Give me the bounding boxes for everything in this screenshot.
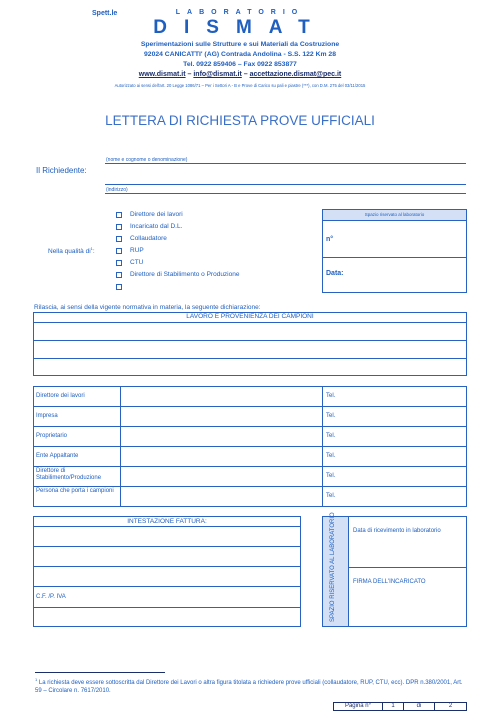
separator: –	[241, 71, 250, 78]
lab-address: 92024 CANICATTI' (AG) Contrada Andolina - S.S. 122 Km 28	[144, 51, 336, 58]
footnote-number: 1	[35, 677, 38, 682]
role-option-rup: RUP	[130, 247, 144, 254]
contacts-row-line	[33, 406, 467, 407]
protocol-date-label: Data:	[326, 270, 344, 277]
pagination	[333, 702, 467, 711]
name-hint: (nome e cognome o denominazione)	[106, 157, 188, 163]
lab-contacts	[60, 71, 420, 78]
invoice-table	[33, 516, 301, 627]
lab-reserved-sidebar	[323, 512, 349, 626]
page-label: Pagina n°	[334, 703, 383, 710]
work-table-header: LAVORO E PROVENIENZA DEI CAMPIONI	[186, 313, 314, 320]
address-field-line[interactable]	[105, 193, 466, 194]
pec-link[interactable]: accettazione.dismat@pec.it	[249, 71, 342, 78]
role-option-stabilimento: Direttore di Stabilimento o Produzione	[130, 271, 240, 278]
role-option-dl: Direttore dei lavori	[130, 211, 183, 218]
role-checkbox-stabilimento[interactable]	[116, 272, 122, 278]
website-link[interactable]: www.dismat.it	[138, 71, 186, 78]
role-option-incaricato: Incaricato dal D.L.	[130, 223, 183, 230]
tel-label: Tel.	[326, 493, 336, 499]
address-hint: (indirizzo)	[106, 187, 128, 193]
contacts-row-line	[33, 446, 467, 447]
email-link[interactable]: info@dismat.it	[193, 71, 242, 78]
tel-label: Tel.	[326, 473, 336, 479]
tax-id-label: C.F. /P. IVA	[36, 594, 66, 600]
contact-row-label: Impresa	[36, 413, 58, 419]
contacts-row-line	[33, 426, 467, 427]
invoice-header: INTESTAZIONE FATTURA:	[127, 518, 207, 525]
role-checkbox-other[interactable]	[116, 284, 122, 290]
contact-row-label: Direttore dei lavori	[36, 393, 85, 399]
name-field-line[interactable]	[105, 163, 466, 164]
work-row-line	[33, 322, 467, 323]
lab-subtitle: Sperimentazioni sulle Strutture e sui Materiali da Costruzione	[140, 41, 340, 48]
contact-row-label: Direttore di Stabilimento/Produzione	[36, 468, 102, 481]
lab-label: LABORATORIO	[175, 9, 305, 16]
invoice-row-line	[33, 607, 301, 608]
tel-label: Tel.	[326, 413, 336, 419]
page-current: 1	[383, 703, 404, 710]
role-checkbox-ctu[interactable]	[116, 260, 122, 266]
declaration-text: Rilascia, ai sensi della vigente normativa in materia, la seguente dichiarazione:	[34, 304, 261, 311]
work-row-line	[33, 358, 467, 359]
invoice-row-line	[33, 586, 301, 587]
invoice-row-line	[33, 546, 301, 547]
signature-label: FIRMA DELL'INCARICATO	[353, 579, 426, 585]
role-checkbox-rup[interactable]	[116, 248, 122, 254]
lab-name: DISMAT	[153, 17, 327, 38]
role-option-ctu: CTU	[130, 259, 144, 266]
contact-row-label: Proprietario	[36, 433, 68, 439]
tel-label: Tel.	[326, 393, 336, 399]
lab-reserved-vertical-label: SPAZIO RISERVATO AL LABORATORIO	[330, 512, 336, 622]
protocol-number-label: n°	[326, 236, 334, 243]
footnote	[35, 676, 467, 695]
requester-label: Il Richiedente:	[36, 166, 87, 175]
role-label-text: Nella qualità di	[48, 248, 91, 256]
contact-row-label: Persona che porta i campioni	[36, 488, 114, 494]
invoice-row-line	[33, 566, 301, 567]
footnote-rule	[35, 672, 165, 673]
separator: –	[185, 71, 194, 78]
footnote-text: La richiesta deve essere sottoscritta dal Direttore dei Lavori o altra figura titolata a richiedere prove ufficiali (collaudatore, RUP, CTU, ecc). DPR n.380/2001, Art. 59 – Circolare n. 7617/2010.	[35, 680, 463, 694]
riservato-divider	[349, 567, 467, 568]
lab-phones: Tel. 0922 859406 – Fax 0922 853877	[183, 61, 297, 68]
role-label-colon: :	[92, 248, 95, 256]
lab-reserved-header: Spazio riservato al laboratorio	[323, 210, 466, 221]
recipient-prefix: Spett.le	[92, 10, 118, 17]
receipt-date-label: Data di ricevimento in laboratorio	[353, 528, 441, 534]
contact-row-label: Ente Appaltante	[36, 453, 79, 459]
role-label	[48, 246, 95, 255]
role-footnote-ref: 1	[90, 246, 93, 251]
tel-label: Tel.	[326, 453, 336, 459]
role-checkbox-incaricato[interactable]	[116, 224, 122, 230]
tel-label: Tel.	[326, 433, 336, 439]
contacts-row-line	[33, 486, 467, 487]
lab-reserved-box	[322, 209, 467, 293]
page-title: LETTERA DI RICHIESTA PROVE UFFICIALI	[105, 113, 375, 128]
role-option-collaudatore: Collaudatore	[130, 235, 167, 242]
role-checkbox-collaudatore[interactable]	[116, 236, 122, 242]
contacts-row-line	[33, 466, 467, 467]
lab-box-divider	[322, 257, 467, 258]
address-field-line-top[interactable]	[105, 184, 466, 185]
invoice-row-line	[33, 526, 301, 527]
work-row-line	[33, 340, 467, 341]
page-total: 2	[448, 703, 453, 709]
page-of: di	[404, 703, 435, 710]
role-checkbox-dl[interactable]	[116, 212, 122, 218]
authorization-note: Autorizzato ai sensi dell'art. 20 Legge 1086/71 – Per i Settori A - B e Prove di Carico su pali e piastre (***), con D.M. 275 del 03/11/2015	[114, 83, 366, 88]
